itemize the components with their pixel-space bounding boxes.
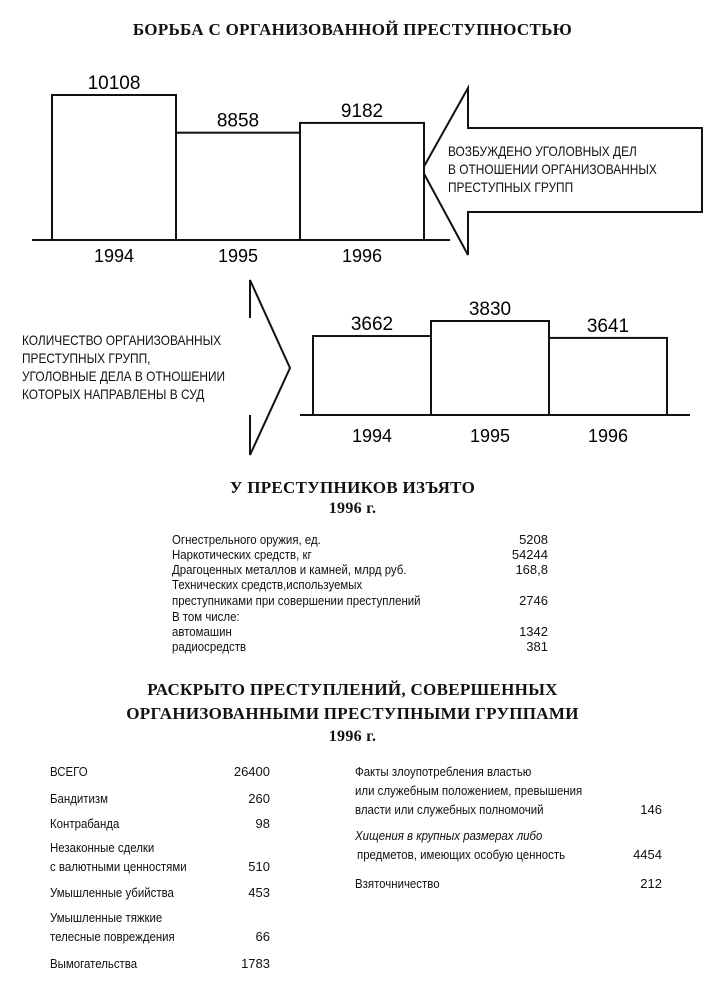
solved-item-label: с валютными ценностями (50, 859, 187, 874)
bar-1994 (313, 336, 431, 415)
bar-1996 (300, 123, 424, 240)
solved-item-label: или служебным положением, превышения (355, 783, 583, 798)
solved-item-label: предметов, имеющих особую ценность (357, 847, 566, 862)
right-arrow-outline (250, 280, 290, 455)
seized-item-value: 2746 (519, 593, 548, 608)
arrow-text-line: УГОЛОВНЫЕ ДЕЛА В ОТНОШЕНИИ (22, 368, 226, 384)
year-tick-label: 1994 (351, 426, 393, 446)
year-tick-label: 1995 (217, 246, 259, 266)
seized-item-label: В том числе: (172, 609, 240, 624)
solved-year: 1996 г. (328, 728, 377, 745)
bar-value-label: 3641 (586, 315, 630, 337)
bar-value-label: 3662 (350, 314, 394, 336)
solved-item-label: Факты злоупотребления властью (355, 764, 532, 779)
solved-item-value: 26400 (233, 764, 270, 779)
bar-value-label: 9182 (340, 100, 384, 122)
seized-item-value: 5208 (519, 532, 548, 547)
year-tick-label: 1994 (93, 246, 135, 266)
seized-title: У ПРЕСТУПНИКОВ ИЗЪЯТО (229, 478, 476, 497)
seized-item-label: Драгоценных металлов и камней, млрд руб. (172, 562, 407, 577)
bar-value-label: 10108 (87, 73, 141, 94)
seized-item-label: Технических средств,используемых (172, 577, 363, 592)
solved-item-value: 453 (248, 885, 270, 900)
bar-1995 (431, 321, 549, 415)
seized-item-label: автомашин (172, 624, 232, 639)
seized-item-value: 381 (526, 639, 548, 654)
solved-item-label: Взяточничество (355, 876, 440, 891)
page-title: БОРЬБА С ОРГАНИЗОВАННОЙ ПРЕСТУПНОСТЬЮ (132, 20, 573, 39)
solved-item-value: 98 (255, 816, 270, 831)
arrow-text-line: КОТОРЫХ НАПРАВЛЕНЫ В СУД (22, 386, 205, 402)
seized-item-label: Наркотических средств, кг (172, 547, 312, 562)
chart1-arrow-text (448, 142, 657, 196)
seized-item-value: 54244 (511, 547, 548, 562)
arrow-text-line: ВОЗБУЖДЕНО УГОЛОВНЫХ ДЕЛ (448, 143, 637, 159)
solved-item-label: Незаконные сделки (50, 840, 155, 855)
bar-value-label: 8858 (216, 110, 260, 132)
arrow-text-line: КОЛИЧЕСТВО ОРГАНИЗОВАННЫХ (22, 332, 222, 348)
seized-item-label: радиосредств (172, 639, 247, 654)
bar-value-label: 3830 (468, 299, 512, 320)
year-tick-label: 1996 (341, 246, 383, 266)
arrow-text-line: ПРЕСТУПНЫХ ГРУПП (448, 179, 574, 195)
seized-item-label: Огнестрельного оружия, ед. (172, 532, 321, 547)
chart2-arrow-text (22, 331, 225, 403)
solved-item-value: 510 (248, 859, 270, 874)
solved-item-label: Хищения в крупных размерах либо (355, 828, 543, 843)
solved-item-label: власти или служебных полномочий (355, 802, 544, 817)
bar-1996 (549, 338, 667, 415)
solved-title-line2: ОРГАНИЗОВАННЫМИ ПРЕСТУПНЫМИ ГРУППАМИ (126, 704, 579, 723)
solved-item-value: 212 (640, 876, 662, 891)
solved-item-label: телесные повреждения (50, 929, 175, 944)
solved-item-value: 260 (248, 791, 270, 806)
solved-item-value: 4454 (633, 847, 662, 862)
seized-item-value: 1342 (519, 624, 548, 639)
solved-item-label: Контрабанда (50, 816, 120, 831)
arrow-text-line: ПРЕСТУПНЫХ ГРУПП, (22, 350, 151, 366)
bar-1995 (176, 133, 300, 240)
seized-year: 1996 г. (328, 500, 377, 517)
bar-1994 (52, 95, 176, 240)
year-tick-label: 1995 (469, 426, 511, 446)
solved-item-value: 1783 (241, 956, 270, 971)
solved-item-label: Умышленные тяжкие (50, 910, 163, 925)
solved-title-line1: РАСКРЫТО ПРЕСТУПЛЕНИЙ, СОВЕРШЕННЫХ (147, 680, 558, 699)
arrow-text-line: В ОТНОШЕНИИ ОРГАНИЗОВАННЫХ (448, 161, 657, 177)
solved-item-label: Умышленные убийства (50, 885, 174, 900)
seized-item-value: 168,8 (515, 562, 548, 577)
seized-item-label: преступниками при совершении преступлений (172, 593, 421, 608)
solved-item-value: 146 (640, 802, 662, 817)
solved-item-value: 66 (255, 929, 270, 944)
solved-item-label: Бандитизм (50, 791, 108, 806)
solved-item-label: Вымогательства (50, 956, 138, 971)
solved-item-label: ВСЕГО (50, 764, 88, 779)
year-tick-label: 1996 (587, 426, 629, 446)
